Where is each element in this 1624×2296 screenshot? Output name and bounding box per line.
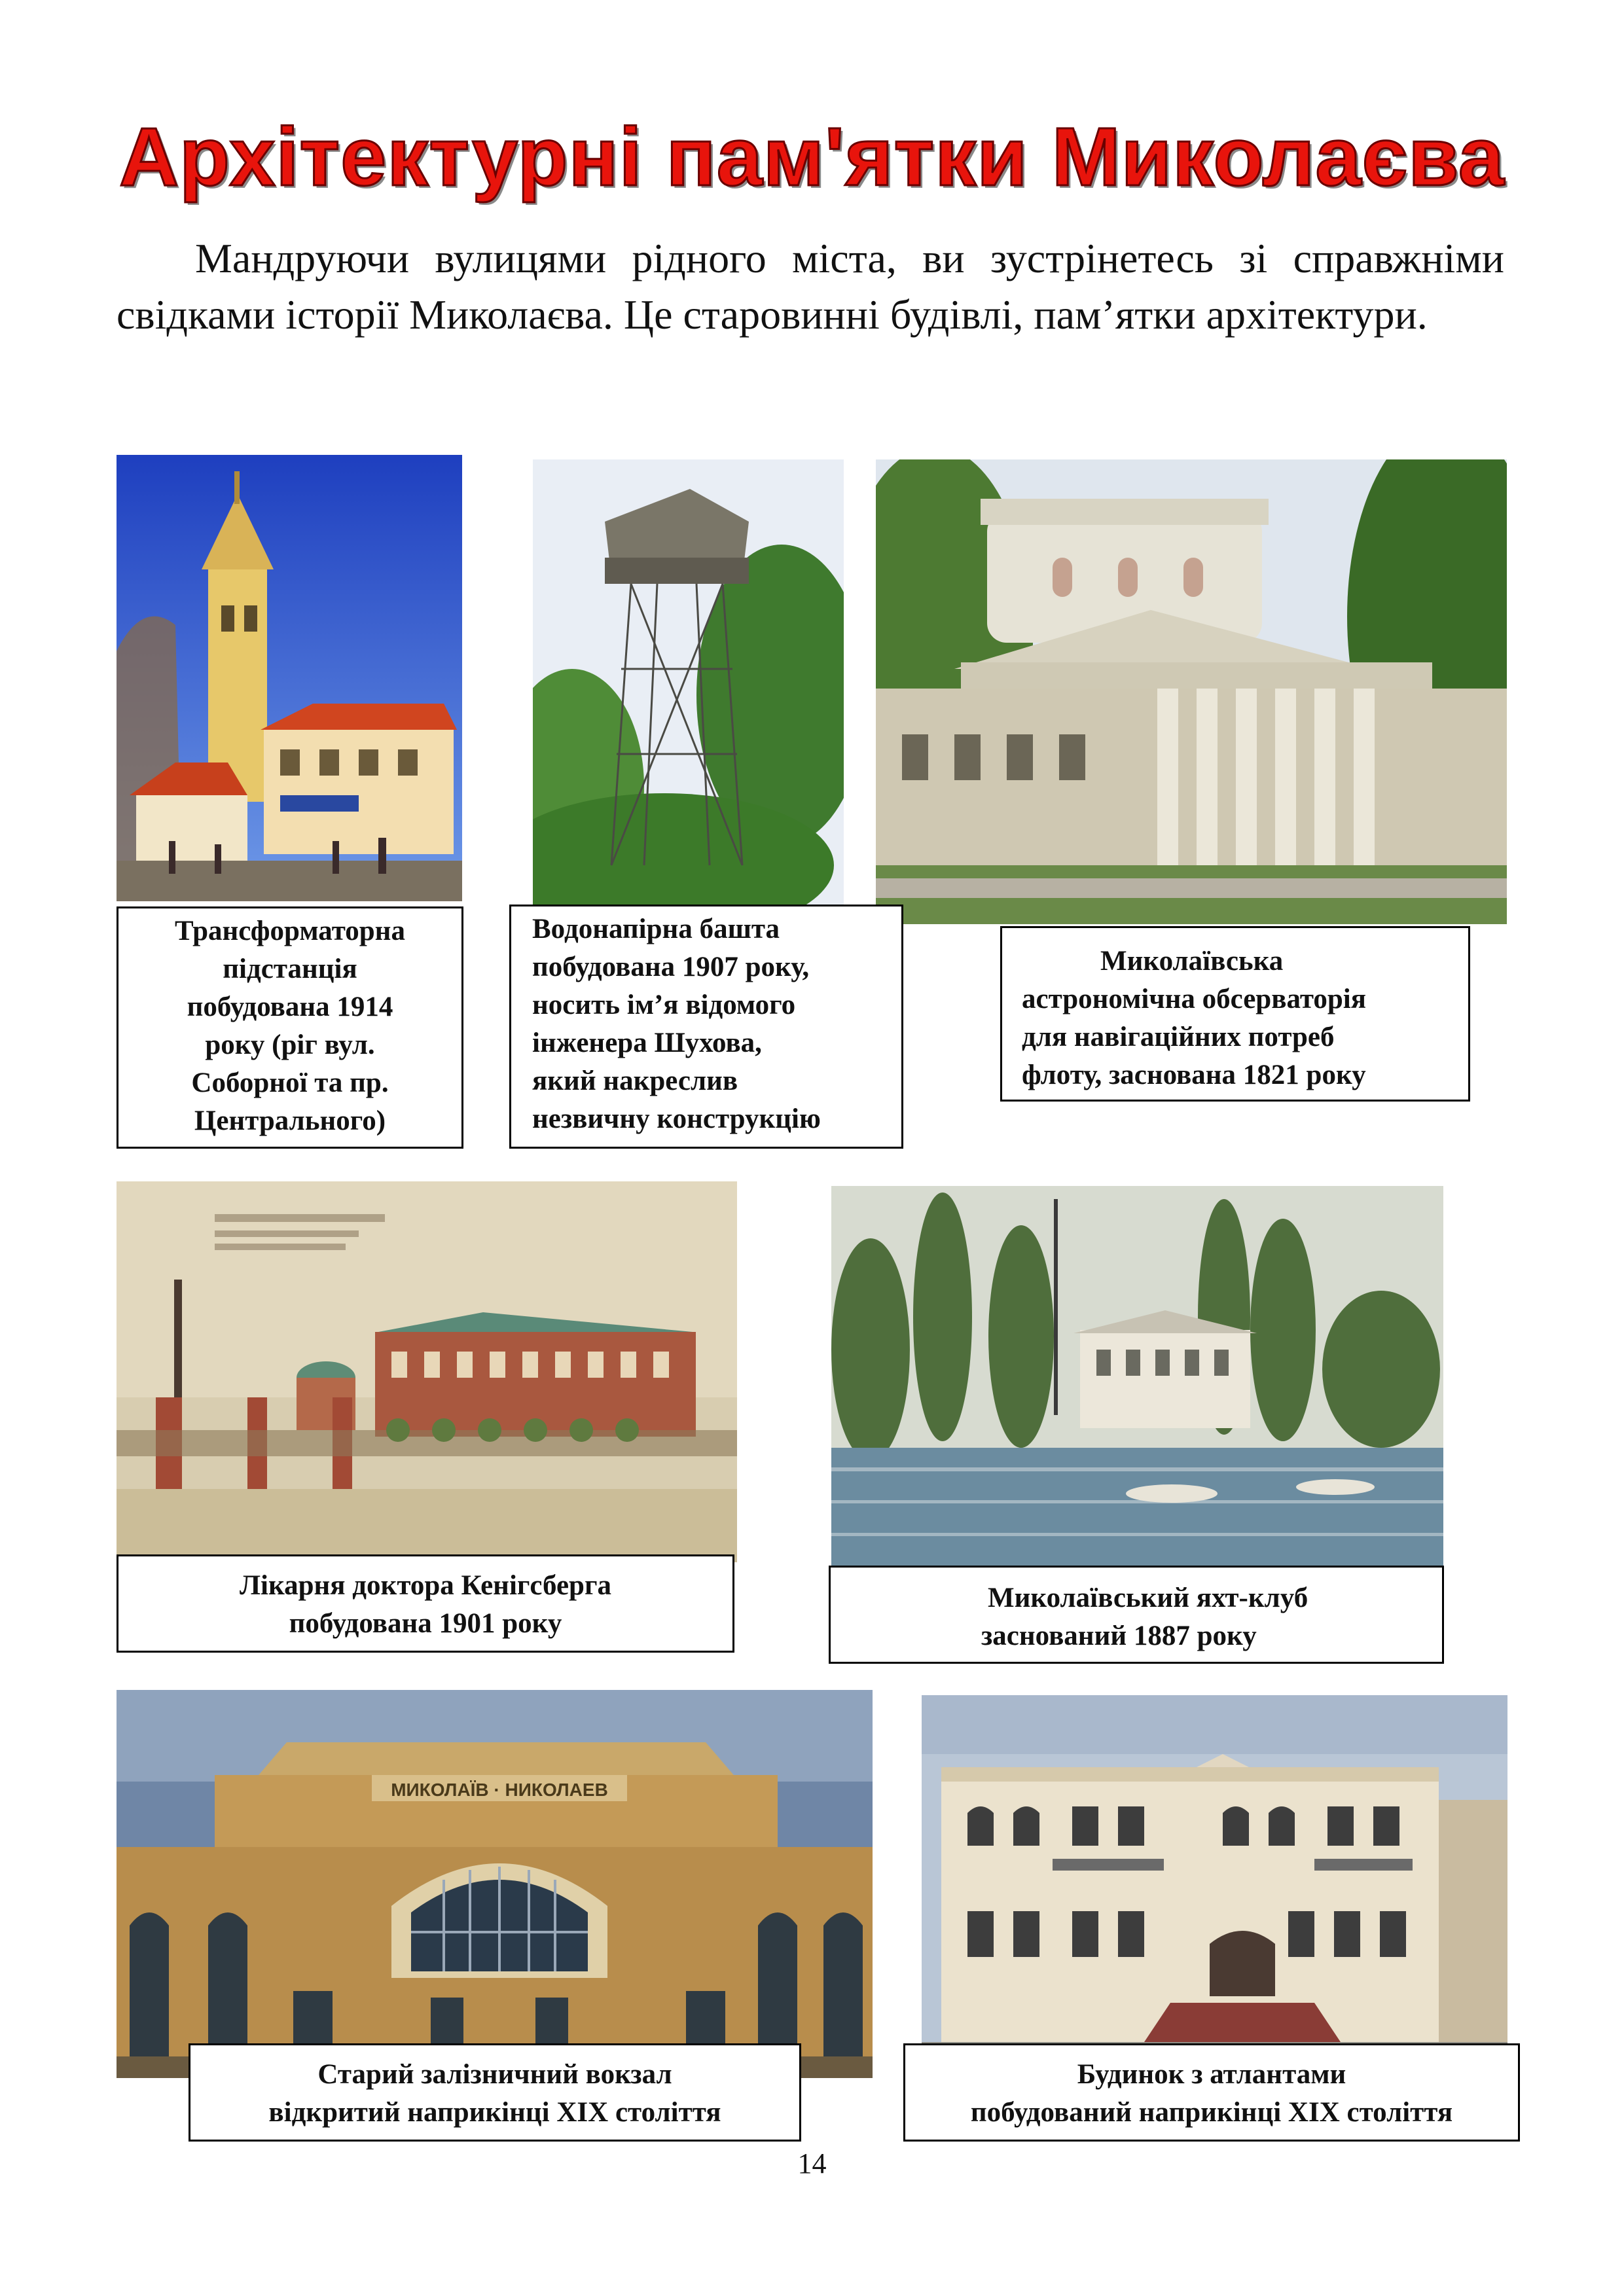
caption-line: Лікарня доктора Кенігсберга [239,1570,611,1601]
caption-line: відкритий наприкінці XIX століття [268,2097,721,2128]
caption-line: Миколаївський яхт-клуб [988,1583,1308,1613]
hospital-caption [117,1554,734,1653]
atlantes-house-photo [922,1695,1507,2072]
caption-line: Будинок з атлантами [1077,2059,1346,2090]
intro-paragraph: Мандруючи вулицями рідного міста, ви зустрінетесь зі справжніми свідками історії Миколаєва. Це старовинні будівлі, пам’ятки архітектури. [117,235,1504,338]
atlantes-house-caption [903,2043,1520,2142]
caption-line: підстанція [223,954,357,984]
observatory-caption [1000,926,1470,1102]
caption-line: Миколаївська [1100,946,1284,977]
railway-station-photo [117,1690,873,2078]
yacht-club-photo [831,1186,1443,1569]
caption-line: Старий залізничний вокзал [317,2059,672,2090]
water-tower-caption [509,905,903,1149]
caption-line: побудований наприкінці XIX століття [970,2097,1453,2128]
substation-caption [117,906,463,1149]
caption-line: року (ріг вул. [205,1030,375,1060]
railway-station-caption [189,2043,801,2142]
caption-line: астрономічна обсерваторія [1022,984,1367,1014]
page-title: Архітектурні пам'ятки Миколаєва [119,111,1505,203]
caption-line: Трансформаторна [175,916,405,946]
caption-line: побудована 1914 [187,992,393,1022]
caption-line: флоту, заснована 1821 року [1022,1060,1366,1090]
caption-line: Центрального) [194,1105,386,1136]
water-tower-photo [533,459,844,905]
hospital-photo [117,1181,737,1562]
caption-line: носить ім’я відомого [532,990,796,1020]
caption-line: незвичну конструкцію [532,1103,821,1134]
station-sign: МИКОЛАЇВ · НИКОЛАЕВ [391,1780,608,1800]
caption-line: побудована 1907 року, [532,952,810,982]
yacht-club-caption [829,1566,1444,1664]
caption-line: Водонапірна башта [532,914,780,944]
caption-line: для навігаційних потреб [1022,1022,1335,1052]
substation-photo [117,455,462,901]
caption-line: інженера Шухова, [532,1028,762,1058]
observatory-photo [876,459,1507,924]
caption-line: побудована 1901 року [289,1608,562,1639]
caption-line: заснований 1887 року [981,1621,1257,1651]
caption-line: який накреслив [532,1066,738,1096]
page-number: 14 [797,2147,827,2179]
caption-line: Соборної та пр. [191,1067,389,1098]
